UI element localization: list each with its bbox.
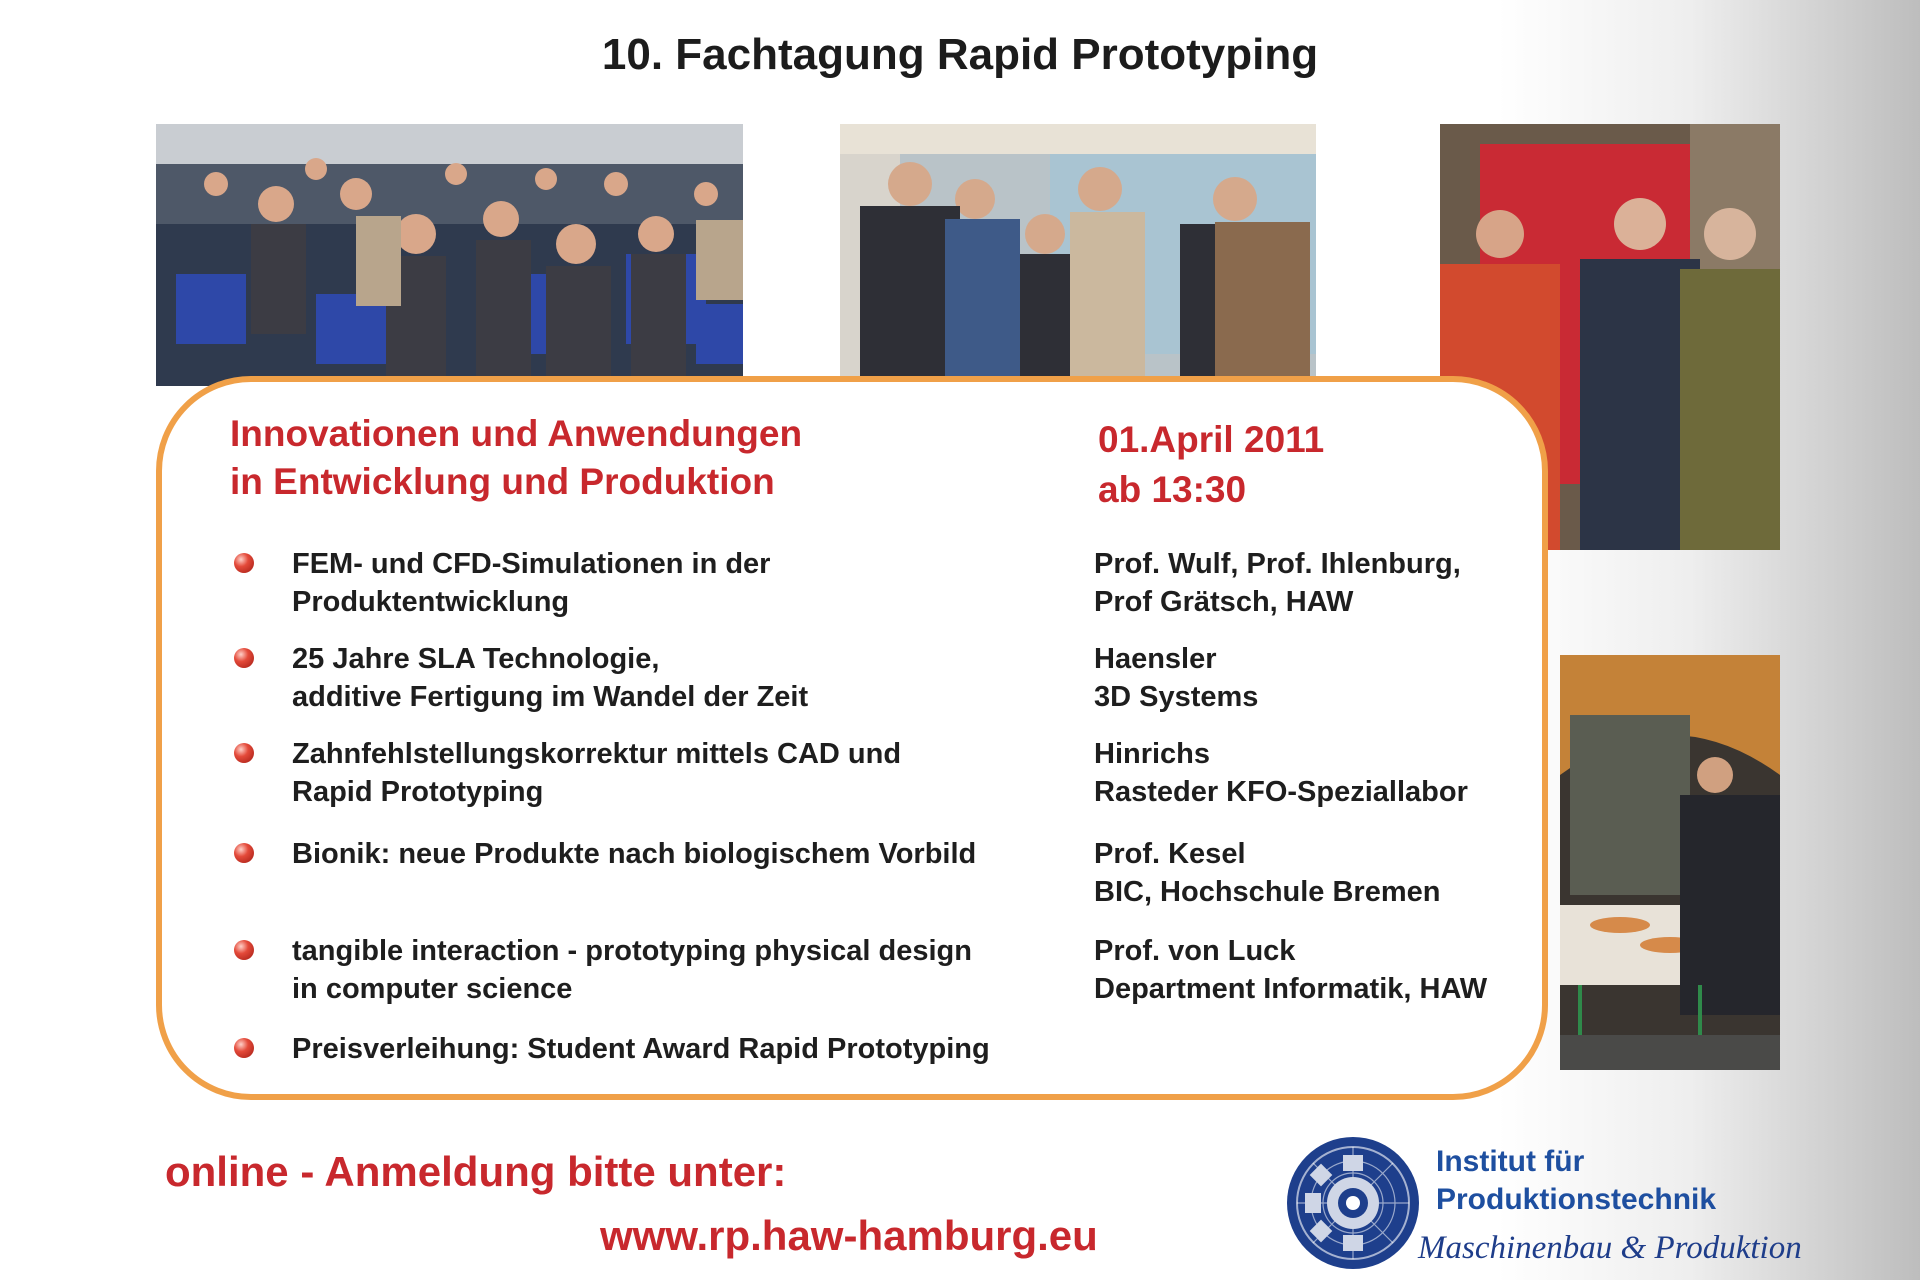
talk-speaker: Prof. Wulf, Prof. Ihlenburg, Prof Grätsch, HAW [1094, 548, 1461, 618]
talk-speaker: Hinrichs Rasteder KFO-Speziallabor [1094, 738, 1468, 808]
talk-item [230, 545, 1530, 625]
talk-speaker: Prof. Kesel BIC, Hochschule Bremen [1094, 838, 1441, 908]
registration-label: online - Anmeldung bitte unter: [165, 1148, 787, 1195]
event-time: ab 13:30 [1098, 469, 1247, 510]
program-heading [230, 410, 802, 506]
event-date: 01.April 2011 [1098, 419, 1325, 460]
talk-topic: tangible interaction - prototyping physical design in computer science [292, 935, 972, 1005]
institute-subtitle: Maschinenbau & Produktion [1418, 1230, 1802, 1266]
audience-photo [156, 124, 743, 386]
program-heading-line-2: in Entwicklung und Produktion [230, 461, 775, 502]
talk-topic: Bionik: neue Produkte nach biologischem Vorbild [292, 838, 977, 870]
talk-item [230, 835, 1530, 915]
page-title: 10. Fachtagung Rapid Prototyping [601, 30, 1319, 79]
bullet-icon [234, 553, 254, 573]
registration-url-link[interactable]: www.rp.haw-hamburg.eu [600, 1212, 1098, 1259]
program-heading-line-1: Innovationen und Anwendungen [230, 413, 803, 454]
talk-topic: Preisverleihung: Student Award Rapid Prototyping [292, 1033, 990, 1065]
buffet-photo [1560, 655, 1780, 1070]
talk-item [230, 640, 1530, 720]
bullet-icon [234, 743, 254, 763]
bullet-icon [234, 843, 254, 863]
talk-topic: FEM- und CFD-Simulationen in der Produktentwicklung [292, 548, 771, 618]
talk-topic: 25 Jahre SLA Technologie, additive Fertigung im Wandel der Zeit [292, 643, 809, 713]
event-date-time [1098, 415, 1324, 515]
talk-item [230, 735, 1530, 815]
institute-gear-logo [1283, 1133, 1423, 1273]
bullet-icon [234, 940, 254, 960]
institute-name: Institut für Produktionstechnik [1436, 1145, 1717, 1216]
bullet-icon [234, 648, 254, 668]
talk-speaker: Prof. von Luck Department Informatik, HAW [1094, 935, 1488, 1005]
talk-topic: Zahnfehlstellungskorrektur mittels CAD und Rapid Prototyping [292, 738, 902, 808]
exhibition-discussion-photo [840, 124, 1316, 386]
talk-item [230, 1030, 1530, 1110]
bullet-icon [234, 1038, 254, 1058]
talk-speaker: Haensler 3D Systems [1094, 643, 1259, 713]
talk-item [230, 932, 1530, 1012]
